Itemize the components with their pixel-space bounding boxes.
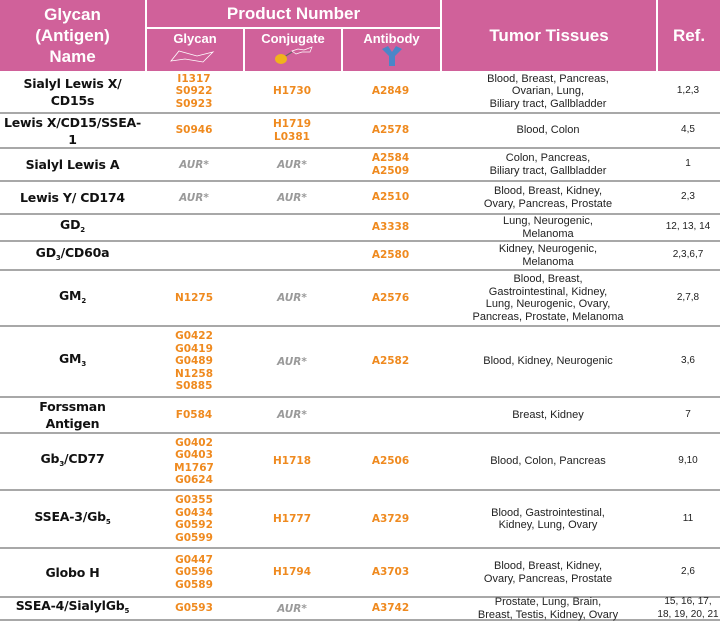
product-code-link[interactable]: A2578 bbox=[371, 124, 410, 137]
glycan-name bbox=[60, 216, 85, 239]
header-glycan bbox=[147, 29, 243, 71]
glycan-product-cell bbox=[145, 398, 243, 432]
conjugate-product-cell bbox=[243, 491, 341, 547]
tissue-line: Breast, Kidney bbox=[512, 408, 584, 421]
product-code-link[interactable]: G0402 bbox=[175, 436, 213, 449]
glycan-name-cell bbox=[0, 271, 145, 325]
table-row bbox=[0, 398, 720, 434]
product-code-link[interactable]: G0422 bbox=[175, 330, 213, 343]
product-code-link[interactable]: G0599 bbox=[175, 531, 213, 544]
product-code-link[interactable]: A2576 bbox=[371, 291, 410, 304]
ref-cell bbox=[656, 398, 720, 432]
glycan-name-text: SSEA-4/SialylGb bbox=[15, 598, 125, 613]
available-upon-request: AUR* bbox=[179, 191, 209, 204]
tissue-line: Ovary, Pancreas, Prostate bbox=[483, 572, 613, 585]
available-upon-request: AUR* bbox=[277, 602, 307, 615]
tumor-tissues-cell bbox=[440, 398, 656, 432]
tumor-tissues-cell bbox=[440, 71, 656, 112]
tumor-tissues-cell bbox=[440, 215, 656, 240]
glycan-name-subscript: 2 bbox=[81, 296, 86, 305]
tumor-tissues-cell bbox=[440, 549, 656, 596]
ref-cell bbox=[656, 215, 720, 240]
header-name-line3: Name bbox=[49, 47, 96, 66]
product-code-link[interactable]: I1317 bbox=[177, 72, 211, 85]
glycan-name bbox=[16, 597, 129, 620]
product-code-link[interactable]: A2580 bbox=[371, 249, 410, 262]
header-antibody-label: Antibody bbox=[363, 31, 420, 46]
glycan-name-subscript: 3 bbox=[55, 254, 61, 262]
tissue-line: Kidney, Neurogenic, bbox=[498, 243, 598, 255]
tissue-line: Lung, Neurogenic, Ovary, bbox=[485, 298, 611, 310]
tissue-line: Breast, Testis, Kidney, Ovary bbox=[477, 608, 619, 621]
glycan-product-cell bbox=[145, 271, 243, 325]
product-code-link[interactable]: G0419 bbox=[175, 342, 213, 355]
glycan-name-text: GD bbox=[60, 217, 81, 232]
conjugate-product-cell bbox=[243, 271, 341, 325]
available-upon-request: AUR* bbox=[277, 409, 307, 421]
product-code-link[interactable]: S0946 bbox=[175, 124, 213, 137]
ref-line: 3,6 bbox=[681, 355, 695, 367]
tumor-tissues-cell bbox=[440, 182, 656, 213]
tissue-line: Ovarian, Lung, bbox=[511, 85, 585, 98]
glycan-name-cell bbox=[0, 182, 145, 213]
tumor-tissues-cell bbox=[440, 114, 656, 147]
antibody-product-cell bbox=[341, 242, 440, 269]
ref-line: 9,10 bbox=[678, 455, 698, 467]
product-code-link[interactable]: N1275 bbox=[174, 291, 213, 304]
product-code-link[interactable]: G0355 bbox=[175, 494, 213, 506]
product-code-link[interactable]: H1718 bbox=[272, 455, 311, 468]
antibody-product-cell bbox=[341, 549, 440, 596]
ref-cell bbox=[656, 549, 720, 596]
glycan-name bbox=[26, 156, 120, 173]
antibody-y-icon bbox=[379, 46, 405, 66]
ref-cell bbox=[656, 327, 720, 396]
glycan-product-cell bbox=[145, 114, 243, 147]
tumor-tissues-cell bbox=[440, 491, 656, 547]
product-code-link[interactable]: A2510 bbox=[371, 191, 410, 204]
tissue-line: Blood, Breast, Kidney, bbox=[493, 185, 603, 197]
table-row bbox=[0, 598, 720, 621]
glycan-product-cell bbox=[145, 491, 243, 547]
product-code-link[interactable]: H1719 bbox=[272, 118, 311, 130]
product-code-link[interactable]: S0885 bbox=[175, 380, 213, 393]
tissue-line: Gastrointestinal, Kidney, bbox=[488, 285, 608, 298]
ref-cell bbox=[656, 271, 720, 325]
tumor-tissues-cell bbox=[440, 434, 656, 489]
product-code-link[interactable]: G0589 bbox=[175, 578, 213, 591]
ref-cell bbox=[656, 434, 720, 489]
glycan-product-cell bbox=[145, 182, 243, 213]
product-code-link[interactable]: A3338 bbox=[371, 221, 410, 234]
header-tumor-tissues bbox=[442, 0, 656, 71]
conjugate-product-cell bbox=[243, 549, 341, 596]
product-code-link[interactable]: G0596 bbox=[175, 566, 213, 579]
header-product-number-label: Product Number bbox=[226, 4, 361, 23]
table-row bbox=[0, 71, 720, 114]
tissue-line: Prostate, Lung, Brain, bbox=[494, 596, 602, 608]
ref-line: 4,5 bbox=[681, 124, 695, 136]
antibody-product-cell bbox=[341, 327, 440, 396]
conjugate-product-cell bbox=[243, 114, 341, 147]
glycan-name bbox=[36, 244, 110, 267]
header-glycan-label: Glycan bbox=[173, 31, 217, 46]
tissue-line: Blood, Breast, Pancreas, bbox=[487, 72, 609, 85]
glycan-product-cell bbox=[145, 215, 243, 240]
product-code-link[interactable]: A2506 bbox=[371, 455, 410, 468]
tissue-line: Blood, Breast, Kidney, bbox=[493, 560, 603, 572]
glycan-name-subscript: 2 bbox=[80, 226, 85, 234]
product-code-link[interactable]: M1767 bbox=[174, 461, 214, 474]
tumor-tissues-cell bbox=[440, 149, 656, 180]
product-code-link[interactable]: S0922 bbox=[175, 85, 213, 98]
glycan-name-cell bbox=[0, 114, 145, 147]
antibody-product-cell bbox=[341, 491, 440, 547]
glycan-name bbox=[59, 287, 86, 310]
header-name-col bbox=[0, 0, 145, 71]
product-code-link[interactable]: A3703 bbox=[371, 566, 410, 579]
table-row bbox=[0, 242, 720, 271]
glycan-name-text: SSEA-3/Gb bbox=[34, 508, 106, 524]
antibody-product-cell bbox=[341, 398, 440, 432]
available-upon-request: AUR* bbox=[179, 158, 209, 171]
glycan-name-cell bbox=[0, 491, 145, 547]
glycan-name-text: Gb bbox=[40, 451, 60, 466]
ref-line: 2,7,8 bbox=[676, 291, 700, 303]
product-code-link[interactable]: H1730 bbox=[272, 85, 311, 98]
glycan-name-line2: CD15s bbox=[50, 92, 95, 108]
conjugate-product-cell bbox=[243, 434, 341, 489]
product-code-link[interactable]: G0434 bbox=[175, 506, 213, 519]
tissue-line: Blood, Colon, Pancreas bbox=[490, 455, 606, 468]
conjugate-product-cell bbox=[243, 598, 341, 619]
ref-cell bbox=[656, 491, 720, 547]
table-row bbox=[0, 114, 720, 149]
tumor-tissues-cell bbox=[440, 327, 656, 396]
ref-line: 7 bbox=[685, 408, 691, 420]
header-name-line2: (Antigen) bbox=[35, 26, 110, 45]
glycan-name-text: Lewis X/CD15/SSEA-1 bbox=[3, 114, 142, 147]
header-tumor-tissues-label: Tumor Tissues bbox=[489, 26, 609, 45]
glycan-name bbox=[39, 398, 105, 415]
glycan-name-cell bbox=[0, 327, 145, 396]
tissue-line: Blood, Gastrointestinal, bbox=[491, 506, 605, 519]
antibody-product-cell bbox=[341, 182, 440, 213]
glycan-product-cell bbox=[145, 434, 243, 489]
ref-cell bbox=[656, 71, 720, 112]
product-code-link[interactable]: A2509 bbox=[371, 164, 410, 177]
glycan-name-text: GM bbox=[59, 351, 82, 366]
tissue-line: Pancreas, Prostate, Melanoma bbox=[472, 310, 624, 323]
glycan-name-text: GM bbox=[59, 287, 82, 303]
antibody-product-cell bbox=[341, 114, 440, 147]
table-row bbox=[0, 327, 720, 398]
product-code-link[interactable]: A3729 bbox=[371, 512, 410, 525]
glycan-name-suffix: /CD60a bbox=[60, 245, 110, 260]
glycan-name-cell bbox=[0, 549, 145, 596]
glycan-name bbox=[23, 75, 121, 92]
product-code-link[interactable]: S0923 bbox=[175, 97, 213, 110]
glycan-name-text: Sialyl Lewis A bbox=[25, 157, 120, 172]
ref-cell bbox=[656, 114, 720, 147]
conjugate-product-cell bbox=[243, 215, 341, 240]
ref-line: 2,6 bbox=[681, 566, 695, 578]
glycan-name-text: Sialyl Lewis X/ bbox=[23, 75, 122, 91]
tissue-line: Biliary tract, Gallbladder bbox=[489, 164, 607, 177]
ref-cell bbox=[656, 598, 720, 619]
glycan-name-subscript: 3 bbox=[81, 360, 86, 368]
available-upon-request: AUR* bbox=[277, 158, 307, 171]
glycan-name-text: Forssman bbox=[39, 399, 106, 414]
glycan-name-cell bbox=[0, 71, 145, 112]
ref-line: 1 bbox=[685, 158, 691, 170]
product-code-link[interactable]: G0592 bbox=[175, 519, 213, 531]
glycan-name-cell bbox=[0, 398, 145, 432]
antibody-product-cell bbox=[341, 71, 440, 112]
glycan-name-text: Lewis Y/ CD174 bbox=[20, 190, 125, 205]
tissue-line: Ovary, Pancreas, Prostate bbox=[483, 197, 613, 210]
tissue-line: Lung, Neurogenic, bbox=[503, 215, 593, 227]
header-product-number bbox=[147, 0, 440, 27]
glycan-name-suffix: /CD77 bbox=[63, 451, 105, 466]
table-row bbox=[0, 491, 720, 549]
glycan-name-cell bbox=[0, 598, 145, 619]
glycan-product-cell bbox=[145, 549, 243, 596]
conjugate-product-cell bbox=[243, 327, 341, 396]
glycan-name-cell bbox=[0, 149, 145, 180]
ref-line: 11 bbox=[682, 512, 694, 524]
ref-cell bbox=[656, 149, 720, 180]
table-row bbox=[0, 434, 720, 491]
table-row bbox=[0, 549, 720, 598]
conjugate-product-cell bbox=[243, 149, 341, 180]
product-code-link[interactable]: G0447 bbox=[175, 553, 213, 566]
glycan-product-cell bbox=[145, 71, 243, 112]
product-code-link[interactable]: A3742 bbox=[371, 602, 410, 615]
glycan-name bbox=[34, 508, 110, 531]
tissue-line: Melanoma bbox=[522, 255, 574, 268]
tissue-line: Blood, Breast, bbox=[513, 273, 583, 285]
antibody-product-cell bbox=[341, 215, 440, 240]
tissue-line: Blood, Colon bbox=[516, 124, 580, 137]
available-upon-request: AUR* bbox=[277, 292, 307, 304]
header-conjugate-label: Conjugate bbox=[261, 31, 325, 46]
glycan-product-cell bbox=[145, 327, 243, 396]
glycan-name-cell bbox=[0, 242, 145, 269]
available-upon-request: AUR* bbox=[277, 191, 307, 204]
header-conjugate bbox=[245, 29, 341, 71]
glycan-name-cell bbox=[0, 215, 145, 240]
ref-line: 18, 19, 20, 21 bbox=[657, 608, 719, 620]
product-code-link[interactable]: A2582 bbox=[371, 355, 410, 368]
product-code-link[interactable]: G0593 bbox=[175, 602, 213, 615]
product-code-link[interactable]: L0381 bbox=[274, 130, 310, 143]
table-row bbox=[0, 149, 720, 182]
product-code-link[interactable]: A2584 bbox=[371, 152, 410, 164]
available-upon-request: AUR* bbox=[277, 355, 307, 368]
antibody-product-cell bbox=[341, 149, 440, 180]
product-code-link[interactable]: G0489 bbox=[175, 355, 213, 368]
tissue-line: Colon, Pancreas, bbox=[505, 152, 591, 164]
table-row bbox=[0, 215, 720, 242]
ref-line: 15, 16, 17, bbox=[664, 596, 712, 607]
antibody-product-cell bbox=[341, 598, 440, 619]
product-code-link[interactable]: G0403 bbox=[175, 449, 213, 461]
tumor-tissues-cell bbox=[440, 598, 656, 619]
glycan-name bbox=[20, 189, 125, 206]
tumor-tissues-cell bbox=[440, 271, 656, 325]
product-code-link[interactable]: H1777 bbox=[272, 512, 311, 525]
product-code-link[interactable]: A2849 bbox=[371, 85, 410, 98]
glycan-name-subscript: 5 bbox=[105, 517, 111, 526]
glycan-name-text: Globo H bbox=[45, 565, 100, 580]
glycan-name-cell bbox=[0, 434, 145, 489]
conjugate-product-cell bbox=[243, 242, 341, 269]
conjugate-product-cell bbox=[243, 398, 341, 432]
glycan-name-line2: Antigen bbox=[45, 416, 100, 431]
ref-cell bbox=[656, 242, 720, 269]
glycan-name bbox=[59, 350, 86, 373]
ref-line: 2,3,6,7 bbox=[672, 249, 704, 261]
conjugate-bead-icon bbox=[268, 46, 318, 64]
product-code-link[interactable]: G0624 bbox=[175, 474, 213, 486]
table-row bbox=[0, 182, 720, 215]
header-antibody bbox=[343, 29, 440, 71]
glycan-name-subscript: 3 bbox=[59, 460, 64, 468]
conjugate-product-cell bbox=[243, 182, 341, 213]
glycan-product-cell bbox=[145, 149, 243, 180]
product-code-link[interactable]: H1794 bbox=[272, 566, 311, 579]
glycan-product-cell bbox=[145, 598, 243, 619]
glycan-product-cell bbox=[145, 242, 243, 269]
ref-line: 12, 13, 14 bbox=[665, 221, 711, 233]
glycan-name bbox=[0, 114, 145, 148]
antibody-product-cell bbox=[341, 434, 440, 489]
glycan-name-subscript: 5 bbox=[124, 607, 130, 615]
glycan-name bbox=[45, 564, 99, 581]
header-name-line1: Glycan bbox=[44, 5, 101, 24]
header-ref-label: Ref. bbox=[672, 26, 706, 45]
tissue-line: Melanoma bbox=[522, 227, 574, 240]
ref-line: 2,3 bbox=[681, 191, 695, 203]
tissue-line: Kidney, Lung, Ovary bbox=[498, 519, 598, 531]
glycan-name-text: GD bbox=[35, 245, 56, 260]
product-code-link[interactable]: N1258 bbox=[174, 367, 213, 380]
tissue-line: Biliary tract, Gallbladder bbox=[489, 97, 607, 110]
ref-line: 1,2,3 bbox=[676, 85, 700, 97]
glycan-ring-icon bbox=[165, 48, 225, 64]
antibody-product-cell bbox=[341, 271, 440, 325]
table-row bbox=[0, 271, 720, 327]
header-ref bbox=[658, 0, 720, 71]
product-code-link[interactable]: F0584 bbox=[175, 408, 213, 421]
tissue-line: Blood, Kidney, Neurogenic bbox=[483, 355, 613, 368]
ref-cell bbox=[656, 182, 720, 213]
tumor-tissues-cell bbox=[440, 242, 656, 269]
conjugate-product-cell bbox=[243, 71, 341, 112]
glycan-name bbox=[41, 450, 105, 473]
